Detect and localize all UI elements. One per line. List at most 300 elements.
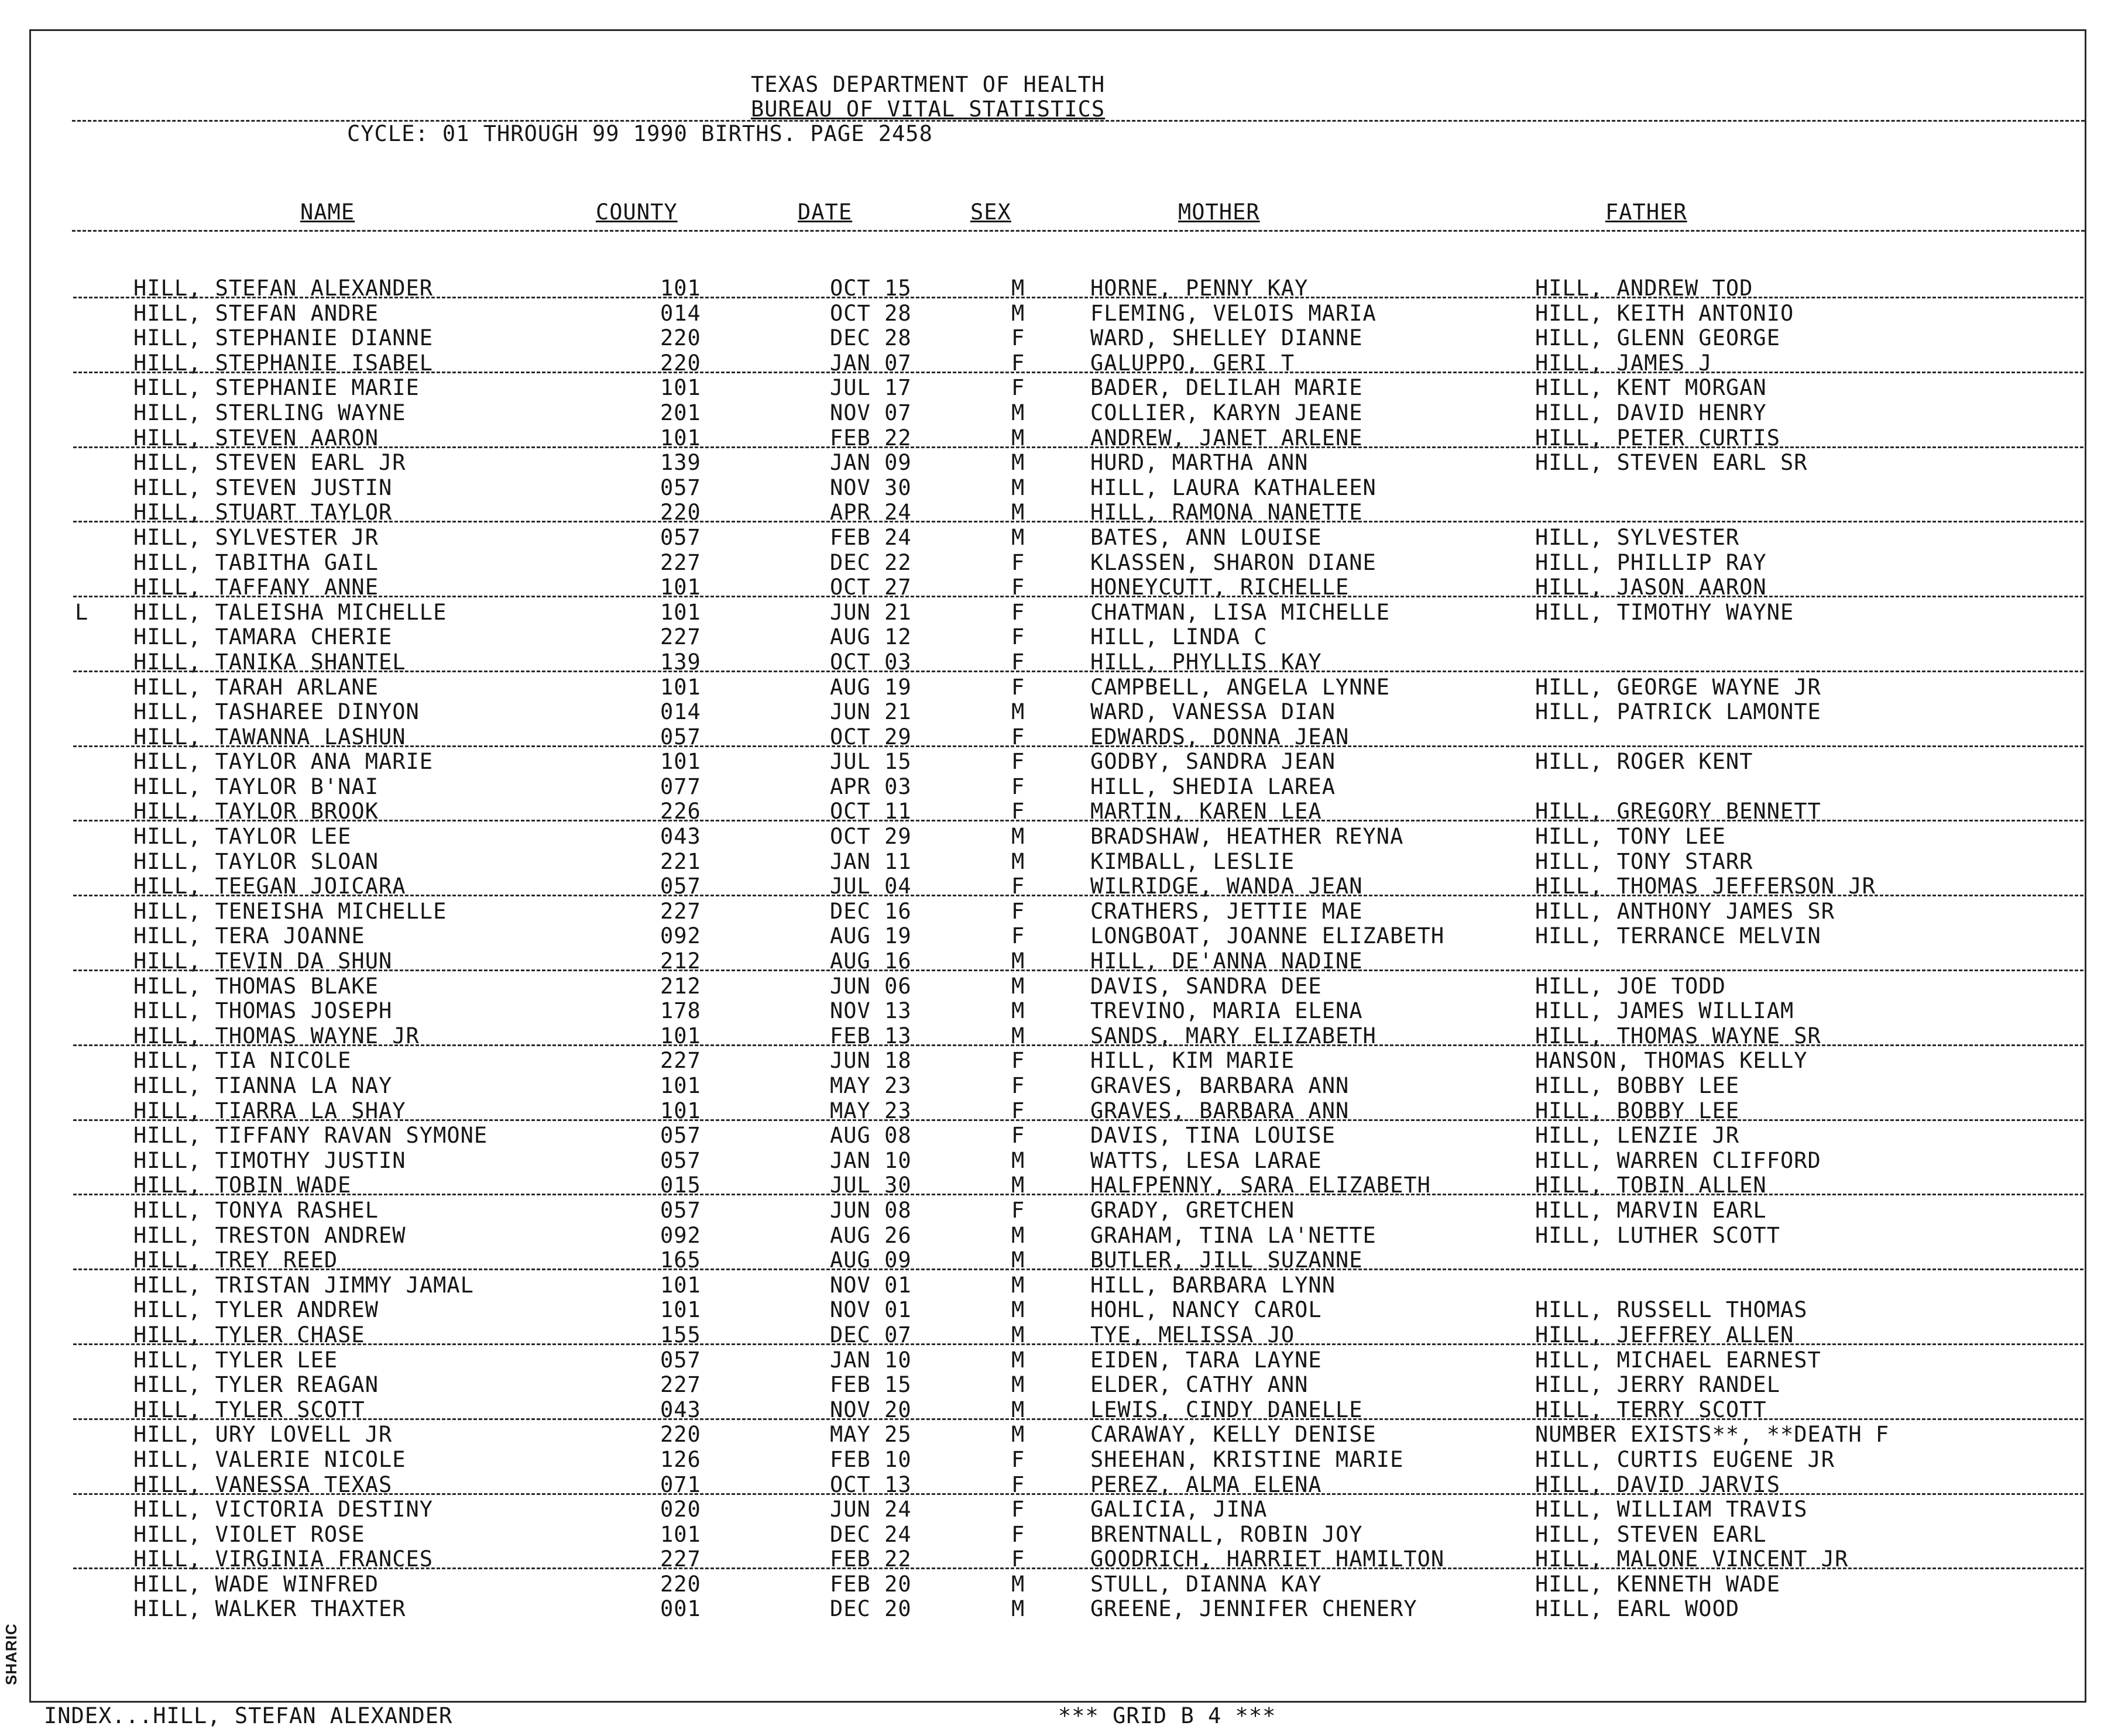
cell-sex: F — [1011, 923, 1025, 949]
table-row — [31, 1023, 2085, 1049]
cell-father: NUMBER EXISTS**, **DEATH F — [1535, 1422, 1890, 1448]
cell-mother: HILL, PHYLLIS KAY — [1090, 649, 1322, 675]
cell-sex: M — [1011, 1173, 1025, 1198]
cell-sex: M — [1011, 699, 1025, 725]
cell-father: HILL, PHILLIP RAY — [1535, 549, 1767, 575]
table-row — [31, 849, 2085, 874]
cell-mother: LEWIS, CINDY DANELLE — [1090, 1397, 1363, 1422]
cell-sex: F — [1011, 1197, 1025, 1223]
cell-date: AUG 12 — [830, 624, 912, 650]
cell-date: JUN 21 — [830, 599, 912, 625]
cell-county: 101 — [660, 276, 701, 301]
table-row — [31, 1447, 2085, 1472]
cell-mother: LONGBOAT, JOANNE ELIZABETH — [1090, 923, 1445, 949]
cell-county: 057 — [660, 524, 701, 550]
cell-name: HILL, TAWANNA LASHUN — [133, 724, 406, 750]
cell-date: FEB 22 — [830, 1546, 912, 1572]
cell-date: JUL 15 — [830, 749, 912, 775]
cell-date: JUN 18 — [830, 1048, 912, 1074]
cell-father: HILL, DAVID JARVIS — [1535, 1472, 1780, 1497]
cell-county: 201 — [660, 400, 701, 425]
cell-sex: F — [1011, 1546, 1025, 1572]
cell-father: HILL, TERRY SCOTT — [1535, 1397, 1767, 1422]
table-row — [31, 1322, 2085, 1347]
table-row — [31, 774, 2085, 799]
table-row — [31, 375, 2085, 400]
cell-date: OCT 28 — [830, 300, 912, 326]
cell-sex: F — [1011, 724, 1025, 750]
cell-county: 212 — [660, 948, 701, 974]
cell-mother: GRAHAM, TINA LA'NETTE — [1090, 1222, 1376, 1248]
table-row — [31, 1273, 2085, 1298]
cell-sex: F — [1011, 575, 1025, 600]
table-row — [31, 525, 2085, 550]
cell-sex: F — [1011, 674, 1025, 700]
cell-date: OCT 29 — [830, 724, 912, 750]
cell-name: HILL, TIMOTHY JUSTIN — [133, 1147, 406, 1173]
cell-father: HILL, STEVEN EARL — [1535, 1521, 1767, 1547]
cell-county: 101 — [660, 749, 701, 775]
table-row — [31, 1397, 2085, 1422]
table-row — [31, 475, 2085, 500]
cell-father: HILL, TONY LEE — [1535, 824, 1726, 850]
cell-mother: HILL, KIM MARIE — [1090, 1048, 1295, 1074]
cell-county: 227 — [660, 1048, 701, 1074]
cell-sex: F — [1011, 874, 1025, 899]
cell-county: 057 — [660, 1123, 701, 1149]
cell-mother: FLEMING, VELOIS MARIA — [1090, 300, 1376, 326]
cell-name: HILL, TYLER REAGAN — [133, 1372, 379, 1398]
cell-county: 015 — [660, 1173, 701, 1198]
cell-date: FEB 15 — [830, 1372, 912, 1398]
cell-county: 227 — [660, 898, 701, 924]
table-row — [31, 1522, 2085, 1547]
cell-mother: HILL, BARBARA LYNN — [1090, 1272, 1336, 1298]
cell-county: 126 — [660, 1446, 701, 1472]
cell-sex: M — [1011, 500, 1025, 525]
cell-county: 057 — [660, 1347, 701, 1373]
header-bureau: BUREAU OF VITAL STATISTICS — [751, 97, 1106, 122]
cell-county: 226 — [660, 799, 701, 824]
column-header-sex: SEX — [970, 200, 1011, 225]
column-header-father: FATHER — [1605, 200, 1687, 225]
cell-date: JUL 04 — [830, 874, 912, 899]
cell-mother: PEREZ, ALMA ELENA — [1090, 1472, 1322, 1497]
table-row — [31, 301, 2085, 326]
cell-date: FEB 24 — [830, 524, 912, 550]
cell-county: 101 — [660, 1023, 701, 1049]
table-row — [31, 400, 2085, 425]
cell-date: OCT 29 — [830, 824, 912, 850]
cell-sex: F — [1011, 1497, 1025, 1522]
cell-father: HILL, WARREN CLIFFORD — [1535, 1147, 1821, 1173]
cell-father: HILL, CURTIS EUGENE JR — [1535, 1446, 1835, 1472]
cell-date: NOV 13 — [830, 998, 912, 1024]
table-row — [31, 1297, 2085, 1322]
table-row — [31, 1148, 2085, 1173]
cell-county: 014 — [660, 699, 701, 725]
cell-mother: GODBY, SANDRA JEAN — [1090, 749, 1336, 775]
cell-date: JAN 07 — [830, 350, 912, 376]
cell-name: HILL, STEPHANIE DIANNE — [133, 325, 434, 351]
cell-name: HILL, TYLER CHASE — [133, 1322, 365, 1347]
cell-date: DEC 28 — [830, 325, 912, 351]
cell-county: 165 — [660, 1247, 701, 1273]
cell-sex: F — [1011, 649, 1025, 675]
table-row — [31, 1372, 2085, 1397]
cell-county: 077 — [660, 774, 701, 799]
cell-mother: HILL, LAURA KATHALEEN — [1090, 475, 1376, 500]
cell-name: HILL, URY LOVELL JR — [133, 1422, 393, 1448]
cell-name: HILL, TANIKA SHANTEL — [133, 649, 406, 675]
cell-mother: WARD, VANESSA DIAN — [1090, 699, 1336, 725]
cell-mother: STULL, DIANNA KAY — [1090, 1571, 1322, 1597]
cell-sex: M — [1011, 1397, 1025, 1422]
cell-mother: HOHL, NANCY CAROL — [1090, 1297, 1322, 1323]
cell-sex: M — [1011, 450, 1025, 476]
cell-date: NOV 01 — [830, 1272, 912, 1298]
cell-sex: F — [1011, 1073, 1025, 1098]
cell-father: HILL, GEORGE WAYNE JR — [1535, 674, 1821, 700]
cell-father: HILL, ANTHONY JAMES SR — [1535, 898, 1835, 924]
cell-mother: TYE, MELISSA JO — [1090, 1322, 1295, 1347]
cell-date: NOV 20 — [830, 1397, 912, 1422]
cell-father: HILL, GLENN GEORGE — [1535, 325, 1780, 351]
cell-sex: M — [1011, 1297, 1025, 1323]
cell-sex: M — [1011, 1322, 1025, 1347]
cell-county: 043 — [660, 824, 701, 850]
cell-father: HILL, TERRANCE MELVIN — [1535, 923, 1821, 949]
cell-date: OCT 13 — [830, 1472, 912, 1497]
table-row — [31, 749, 2085, 774]
cell-county: 057 — [660, 1147, 701, 1173]
cell-father: HILL, THOMAS WAYNE SR — [1535, 1023, 1821, 1049]
cell-mother: ANDREW, JANET ARLENE — [1090, 425, 1363, 451]
cell-father: HILL, WILLIAM TRAVIS — [1535, 1497, 1808, 1522]
table-row — [31, 425, 2085, 451]
cell-mother: GRADY, GRETCHEN — [1090, 1197, 1295, 1223]
cell-name: HILL, TYLER ANDREW — [133, 1297, 379, 1323]
cell-father: HILL, TONY STARR — [1535, 848, 1753, 874]
cell-date: FEB 10 — [830, 1446, 912, 1472]
cell-mother: WATTS, LESA LARAE — [1090, 1147, 1322, 1173]
cell-date: JAN 10 — [830, 1347, 912, 1373]
cell-county: 101 — [660, 1098, 701, 1123]
cell-name: HILL, STUART TAYLOR — [133, 500, 393, 525]
cell-mother: HILL, DE'ANNA NADINE — [1090, 948, 1363, 974]
cell-date: JUN 06 — [830, 973, 912, 999]
cell-county: 139 — [660, 450, 701, 476]
cell-date: MAY 25 — [830, 1422, 912, 1448]
table-row — [31, 276, 2085, 301]
cell-sex: M — [1011, 1222, 1025, 1248]
cell-name: HILL, STEFAN ALEXANDER — [133, 276, 434, 301]
cell-mother: EDWARDS, DONNA JEAN — [1090, 724, 1350, 750]
cell-sex: F — [1011, 774, 1025, 799]
cell-date: MAY 23 — [830, 1073, 912, 1098]
cell-mother: BRADSHAW, HEATHER REYNA — [1090, 824, 1404, 850]
cell-county: 212 — [660, 973, 701, 999]
table-row — [31, 724, 2085, 750]
cell-father: HILL, KEITH ANTONIO — [1535, 300, 1794, 326]
cell-mother: GRAVES, BARBARA ANN — [1090, 1098, 1350, 1123]
cell-father: HILL, TIMOTHY WAYNE — [1535, 599, 1794, 625]
table-row — [31, 1173, 2085, 1198]
cell-sex: F — [1011, 749, 1025, 775]
cell-mother: BRENTNALL, ROBIN JOY — [1090, 1521, 1363, 1547]
cell-county: 220 — [660, 325, 701, 351]
cell-county: 227 — [660, 624, 701, 650]
cell-father: HILL, LENZIE JR — [1535, 1123, 1740, 1149]
cell-sex: M — [1011, 475, 1025, 500]
table-row — [31, 500, 2085, 525]
cell-sex: F — [1011, 599, 1025, 625]
table-row — [31, 1596, 2085, 1621]
cell-name: HILL, SYLVESTER JR — [133, 524, 379, 550]
cell-name: HILL, TAMARA CHERIE — [133, 624, 393, 650]
cell-date: OCT 03 — [830, 649, 912, 675]
cell-name: HILL, TAFFANY ANNE — [133, 575, 379, 600]
cell-mother: KIMBALL, LESLIE — [1090, 848, 1295, 874]
table-row — [31, 575, 2085, 600]
cell-name: HILL, STEPHANIE ISABEL — [133, 350, 434, 376]
table-row — [31, 1223, 2085, 1248]
cell-county: 043 — [660, 1397, 701, 1422]
cell-name: HILL, TAYLOR ANA MARIE — [133, 749, 434, 775]
cell-sex: F — [1011, 898, 1025, 924]
cell-sex: M — [1011, 1147, 1025, 1173]
cell-name: HILL, STEFAN ANDRE — [133, 300, 379, 326]
cell-father: HILL, PATRICK LAMONTE — [1535, 699, 1821, 725]
cell-date: JUL 30 — [830, 1173, 912, 1198]
cell-date: AUG 19 — [830, 674, 912, 700]
cell-date: OCT 27 — [830, 575, 912, 600]
cell-name: HILL, THOMAS WAYNE JR — [133, 1023, 420, 1049]
cell-date: AUG 19 — [830, 923, 912, 949]
cell-date: JUL 17 — [830, 375, 912, 401]
cell-name: HILL, TREY REED — [133, 1247, 338, 1273]
cell-sex: M — [1011, 1596, 1025, 1622]
cell-name: HILL, TYLER SCOTT — [133, 1397, 365, 1422]
cell-mother: BUTLER, JILL SUZANNE — [1090, 1247, 1363, 1273]
cell-father: HILL, JASON AARON — [1535, 575, 1767, 600]
table-row — [31, 450, 2085, 475]
table-row — [31, 874, 2085, 899]
cell-date: AUG 16 — [830, 948, 912, 974]
cell-mother: WARD, SHELLEY DIANNE — [1090, 325, 1363, 351]
cell-mother: CRATHERS, JETTIE MAE — [1090, 898, 1363, 924]
cell-mother: CAMPBELL, ANGELA LYNNE — [1090, 674, 1391, 700]
cell-name: HILL, TERA JOANNE — [133, 923, 365, 949]
cell-mother: GALICIA, JINA — [1090, 1497, 1268, 1522]
table-row — [31, 1123, 2085, 1148]
cell-name: HILL, WADE WINFRED — [133, 1571, 379, 1597]
table-row — [31, 974, 2085, 999]
cell-mother: EIDEN, TARA LAYNE — [1090, 1347, 1322, 1373]
table-row — [31, 1472, 2085, 1497]
cell-county: 227 — [660, 1546, 701, 1572]
table-row — [31, 1048, 2085, 1073]
cell-county: 057 — [660, 874, 701, 899]
cell-sex: F — [1011, 1472, 1025, 1497]
cell-name: HILL, TALEISHA MICHELLE — [133, 599, 447, 625]
cell-county: 101 — [660, 375, 701, 401]
table-row — [31, 1098, 2085, 1123]
cell-date: NOV 07 — [830, 400, 912, 425]
cell-sex: F — [1011, 799, 1025, 824]
cell-county: 139 — [660, 649, 701, 675]
cell-father: HILL, RUSSELL THOMAS — [1535, 1297, 1808, 1323]
cell-sex: F — [1011, 1098, 1025, 1123]
table-row — [31, 675, 2085, 700]
cell-county: 101 — [660, 599, 701, 625]
cell-mother: HALFPENNY, SARA ELIZABETH — [1090, 1173, 1431, 1198]
cell-father: HILL, MALONE VINCENT JR — [1535, 1546, 1849, 1572]
cell-father: HILL, BOBBY LEE — [1535, 1073, 1740, 1098]
cell-county: 092 — [660, 1222, 701, 1248]
cell-county: 101 — [660, 575, 701, 600]
cell-name: HILL, TOBIN WADE — [133, 1173, 352, 1198]
cell-mother: HONEYCUTT, RICHELLE — [1090, 575, 1350, 600]
cell-sex: M — [1011, 998, 1025, 1024]
cell-mother: DAVIS, TINA LOUISE — [1090, 1123, 1336, 1149]
cell-name: HILL, VICTORIA DESTINY — [133, 1497, 434, 1522]
table-row — [31, 1546, 2085, 1572]
cell-sex: F — [1011, 1521, 1025, 1547]
cell-sex: M — [1011, 524, 1025, 550]
cell-date: OCT 15 — [830, 276, 912, 301]
column-header-county: COUNTY — [596, 200, 678, 225]
cell-date: JAN 11 — [830, 848, 912, 874]
cell-county: 101 — [660, 1272, 701, 1298]
cell-sex: M — [1011, 1571, 1025, 1597]
table-row — [31, 923, 2085, 948]
cell-name: HILL, TIANNA LA NAY — [133, 1073, 393, 1098]
cell-father: HILL, ANDREW TOD — [1535, 276, 1753, 301]
cell-county: 227 — [660, 549, 701, 575]
cell-father: HILL, THOMAS JEFFERSON JR — [1535, 874, 1876, 899]
cell-name: HILL, TRESTON ANDREW — [133, 1222, 406, 1248]
cell-father: HILL, KENT MORGAN — [1535, 375, 1767, 401]
cell-mother: BADER, DELILAH MARIE — [1090, 375, 1363, 401]
cell-name: HILL, TAYLOR BROOK — [133, 799, 379, 824]
footer-grid: *** GRID B 4 *** — [1058, 1703, 1276, 1728]
cell-mother: ELDER, CATHY ANN — [1090, 1372, 1309, 1398]
cell-date: AUG 09 — [830, 1247, 912, 1273]
cell-date: FEB 13 — [830, 1023, 912, 1049]
table-row — [31, 550, 2085, 575]
cell-date: FEB 22 — [830, 425, 912, 451]
cell-name: HILL, WALKER THAXTER — [133, 1596, 406, 1622]
cell-county: 101 — [660, 1521, 701, 1547]
cell-sex: M — [1011, 1247, 1025, 1273]
cell-name: HILL, TARAH ARLANE — [133, 674, 379, 700]
cell-sex: F — [1011, 350, 1025, 376]
cell-name: HILL, VALERIE NICOLE — [133, 1446, 406, 1472]
cell-father: HILL, KENNETH WADE — [1535, 1571, 1780, 1597]
column-header-mother: MOTHER — [1178, 200, 1260, 225]
cell-name: HILL, TIARRA LA SHAY — [133, 1098, 406, 1123]
cell-mother: GREENE, JENNIFER CHENERY — [1090, 1596, 1417, 1622]
cell-father: HILL, BOBBY LEE — [1535, 1098, 1740, 1123]
table-row — [31, 1247, 2085, 1273]
cell-father: HILL, JOE TODD — [1535, 973, 1726, 999]
cell-mother: COLLIER, KARYN JEANE — [1090, 400, 1363, 425]
cell-father: HILL, TOBIN ALLEN — [1535, 1173, 1767, 1198]
table-row — [31, 948, 2085, 974]
printout-frame — [29, 29, 2086, 1728]
cell-name: HILL, VIRGINIA FRANCES — [133, 1546, 434, 1572]
cell-sex: F — [1011, 549, 1025, 575]
cell-father: HANSON, THOMAS KELLY — [1535, 1048, 1808, 1074]
cell-father: HILL, MICHAEL EARNEST — [1535, 1347, 1821, 1373]
cell-date: JUN 21 — [830, 699, 912, 725]
cell-mother: MARTIN, KAREN LEA — [1090, 799, 1322, 824]
cell-sex: M — [1011, 848, 1025, 874]
cell-sex: M — [1011, 1347, 1025, 1373]
cell-date: MAY 23 — [830, 1098, 912, 1123]
cell-date: APR 24 — [830, 500, 912, 525]
cell-father: HILL, JERRY RANDEL — [1535, 1372, 1780, 1398]
cell-county: 220 — [660, 1571, 701, 1597]
cell-father: HILL, MARVIN EARL — [1535, 1197, 1767, 1223]
cell-county: 220 — [660, 350, 701, 376]
cell-flag: L — [75, 599, 89, 625]
cell-county: 101 — [660, 425, 701, 451]
cell-county: 227 — [660, 1372, 701, 1398]
cell-name: HILL, TENEISHA MICHELLE — [133, 898, 447, 924]
table-row — [31, 1073, 2085, 1098]
table-row — [31, 1198, 2085, 1223]
cell-name: HILL, VIOLET ROSE — [133, 1521, 365, 1547]
cell-name: HILL, TIA NICOLE — [133, 1048, 352, 1074]
table-row — [31, 1572, 2085, 1597]
column-header-rule — [72, 230, 2085, 232]
cell-county: 101 — [660, 1073, 701, 1098]
cell-county: 057 — [660, 724, 701, 750]
cell-name: HILL, TABITHA GAIL — [133, 549, 379, 575]
cell-sex: M — [1011, 1422, 1025, 1448]
cell-sex: M — [1011, 1272, 1025, 1298]
cell-sex: F — [1011, 1123, 1025, 1149]
cell-name: HILL, TIFFANY RAVAN SYMONE — [133, 1123, 488, 1149]
cell-county: 071 — [660, 1472, 701, 1497]
footer-index: INDEX...HILL, STEFAN ALEXANDER — [44, 1703, 453, 1728]
cell-sex: M — [1011, 1372, 1025, 1398]
cell-date: DEC 07 — [830, 1322, 912, 1347]
cell-mother: KLASSEN, SHARON DIANE — [1090, 549, 1376, 575]
cell-name: HILL, TRISTAN JIMMY JAMAL — [133, 1272, 474, 1298]
cell-mother: CHATMAN, LISA MICHELLE — [1090, 599, 1391, 625]
cell-father: HILL, PETER CURTIS — [1535, 425, 1780, 451]
cell-county: 092 — [660, 923, 701, 949]
column-header-name: NAME — [300, 200, 355, 225]
table-row — [31, 325, 2085, 350]
cell-mother: BATES, ANN LOUISE — [1090, 524, 1322, 550]
table-row — [31, 1422, 2085, 1447]
cell-county: 155 — [660, 1322, 701, 1347]
cell-sex: M — [1011, 400, 1025, 425]
cell-father: HILL, JEFFREY ALLEN — [1535, 1322, 1794, 1347]
column-headers — [31, 200, 2085, 226]
cell-date: AUG 08 — [830, 1123, 912, 1149]
cell-father: HILL, EARL WOOD — [1535, 1596, 1740, 1622]
cell-name: HILL, TEVIN DA SHUN — [133, 948, 393, 974]
cell-father: HILL, JAMES WILLIAM — [1535, 998, 1794, 1024]
cell-name: HILL, TONYA RASHEL — [133, 1197, 379, 1223]
table-row — [31, 350, 2085, 376]
cell-name: HILL, STEPHANIE MARIE — [133, 375, 420, 401]
